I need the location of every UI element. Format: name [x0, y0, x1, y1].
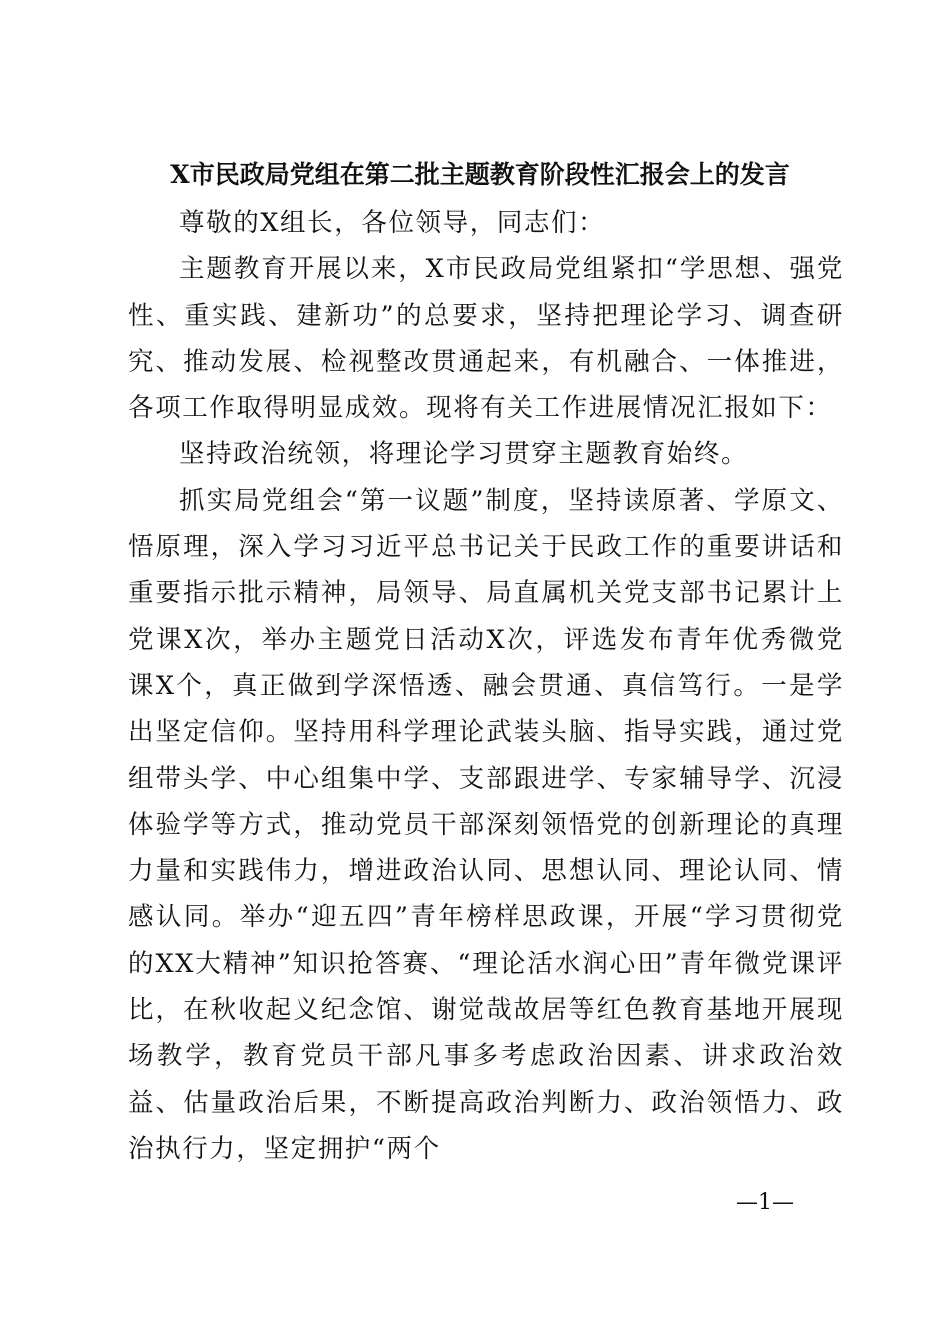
salutation: 尊敬的X组长，各位领导，同志们：: [179, 208, 606, 238]
page-number: —1—: [736, 1190, 794, 1215]
document-title: X市民政局党组在第二批主题教育阶段性汇报会上的发言: [170, 160, 790, 189]
document-body: [128, 200, 844, 1172]
paragraph-intro: 主题教育开展以来，X市民政局党组紧扣“学思想、强党性、重实践、建新功”的总要求，坚持把理论学习、调查研究、推动发展、检视整改贯通起来，有机融合、一体推进，各项工作取得明显成效。现将有关工作进展情况汇报如下：: [128, 254, 844, 424]
paragraph-heading: 坚持政治统领，将理论学习贯穿主题教育始终。: [179, 439, 749, 470]
paragraph-detail: 抓实局党组会“第一议题”制度，坚持读原著、学原文、悟原理，深入学习习近平总书记关于民政工作的重要讲话和重要指示批示精神，局领导、局直属机关党支部书记累计上党课X次，举办主题党日活动X次，评选发布青年优秀微党课X个，真正做到学深悟透、融会贯通、真信笃行。一是学出坚定信仰。坚持用科学理论武装头脑、指导实践，通过党组带头学、中心组集中学、支部跟进学、专家辅导学、沉浸体验学等方式，推动党员干部深刻领悟党的创新理论的真理力量和实践伟力，增进政治认同、思想认同、理论认同、情感认同。举办“迎五四”青年榜样思政课，开展“学习贯彻党的XX大精神”知识抢答赛、“理论活水润心田”青年微党课评比，在秋收起义纪念馆、谢觉哉故居等红色教育基地开展现场教学，教育党员干部凡事多考虑政治因素、讲求政治效益、估量政治后果，不断提高政治判断力、政治领悟力、政治执行力，坚定拥护“两个: [128, 485, 844, 1164]
